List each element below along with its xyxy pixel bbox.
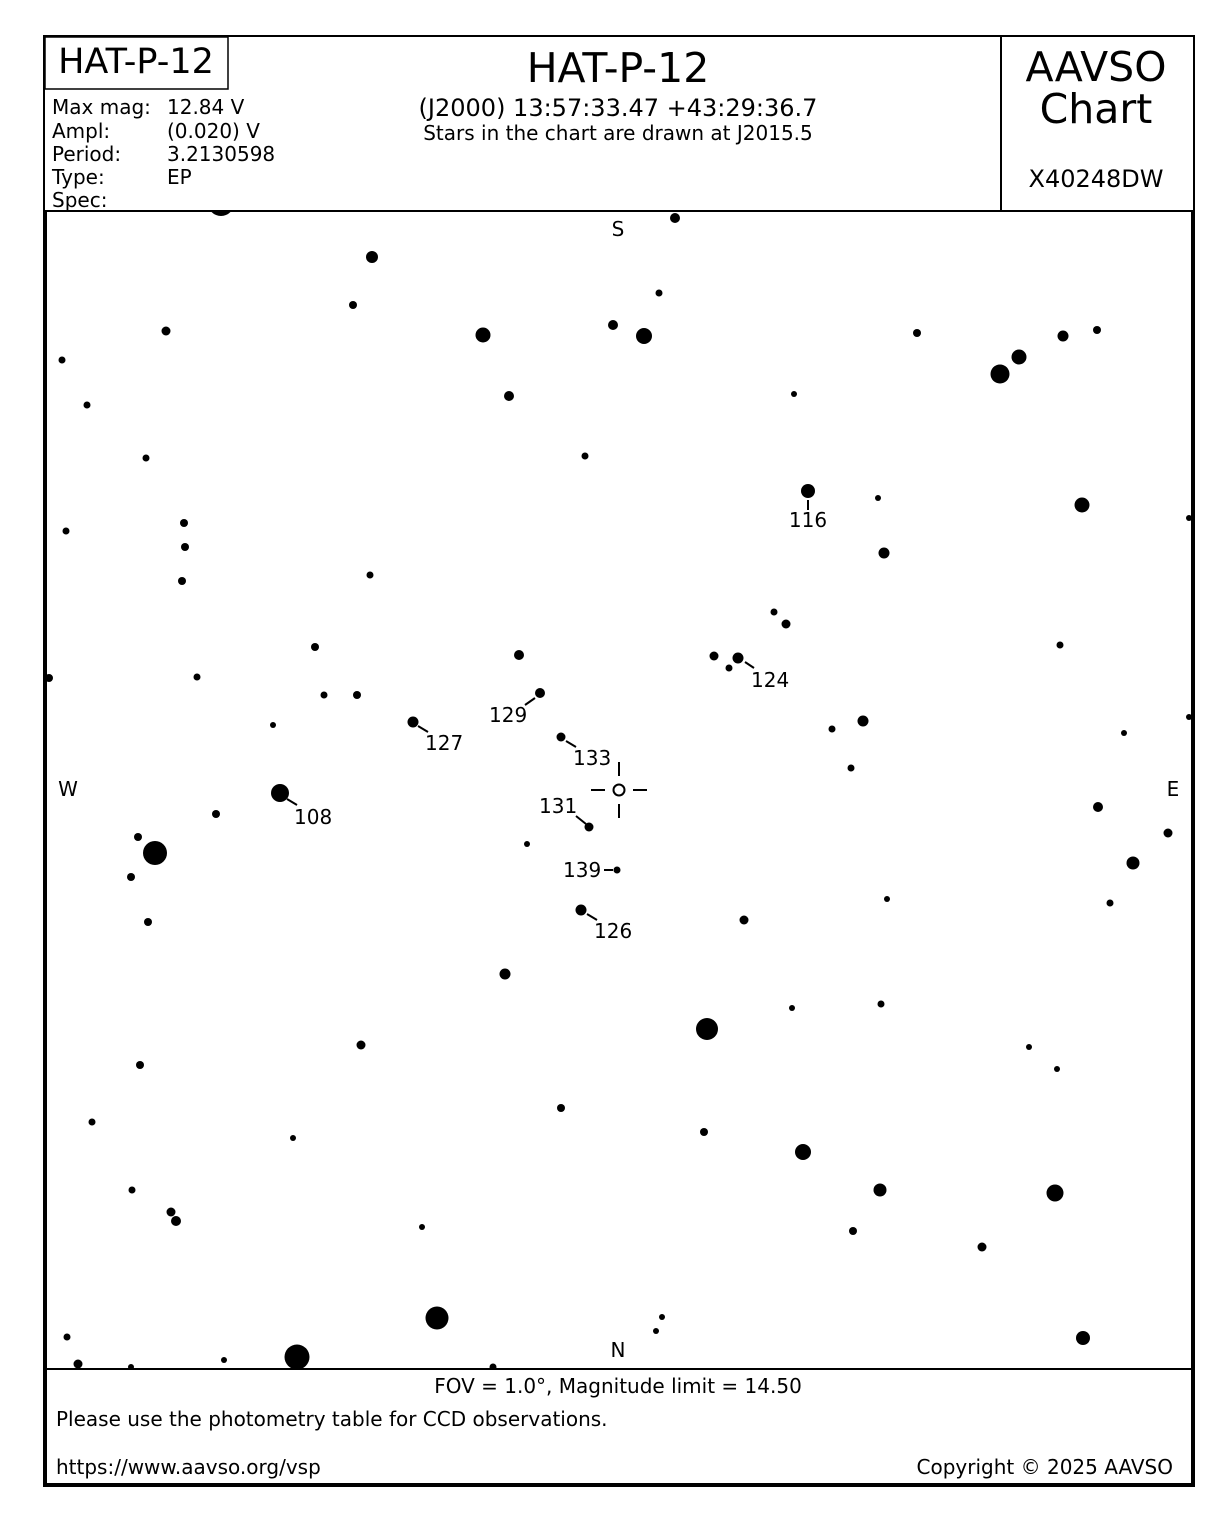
star-dot-53 [212,810,220,818]
star-dot-5 [349,301,357,309]
star-dot-74 [1026,1044,1032,1050]
star-dot-58 [524,841,530,847]
direction-north: N [610,1338,626,1362]
direction-east: E [1166,777,1180,801]
star-dot-46 [557,733,566,742]
star-dot-20 [582,453,589,460]
info-label-ampl: Ampl: [52,119,111,143]
star-dot-90 [64,1334,71,1341]
comp-label-139: 139 [563,858,602,882]
info-value-max-mag: 12.84 V [167,95,245,119]
star-dot-2 [366,251,378,263]
star-dot-77 [557,1104,565,1112]
star-dot-22 [875,495,881,501]
chart-id: X40248DW [1028,165,1164,193]
star-dot-37 [726,665,733,672]
star-dot-75 [1054,1066,1060,1072]
vsp-url[interactable]: https://www.aavso.org/vsp [56,1455,321,1479]
star-dot-23 [1075,498,1090,513]
star-dot-7 [476,328,491,343]
target-circle [614,785,625,796]
org-name: AAVSO [1025,43,1167,91]
star-dot-63 [884,896,890,902]
comp-label-133: 133 [573,746,612,770]
leader-line-131 [576,816,586,824]
star-field [45,190,1192,1371]
comp-label-124: 124 [751,668,790,692]
fov-text: FOV = 1.0°, Magnitude limit = 14.50 [434,1374,802,1398]
star-dot-80 [795,1144,811,1160]
org-chart-word: Chart [1039,85,1153,133]
star-dot-94 [74,1360,83,1369]
star-dot-50 [1186,714,1192,720]
star-dot-52 [271,784,289,802]
epoch-note: Stars in the chart are drawn at J2015.5 [423,121,813,145]
star-dot-96 [221,1357,227,1363]
star-dot-12 [504,391,514,401]
comp-label-129: 129 [489,703,528,727]
star-dot-19 [143,455,150,462]
star-dot-26 [180,519,188,527]
star-dot-83 [171,1216,181,1226]
star-dot-51 [848,765,855,772]
header [45,37,1193,212]
star-dot-21 [801,484,815,498]
star-dot-61 [127,873,135,881]
direction-west: W [58,777,78,801]
footer [45,1369,1193,1479]
star-dot-84 [874,1184,887,1197]
comp-label-116: 116 [788,508,828,532]
star-dot-8 [608,320,618,330]
info-value-period: 3.2130598 [167,142,276,166]
star-dot-76 [89,1119,96,1126]
star-dot-88 [978,1243,987,1252]
star-dot-86 [419,1224,425,1230]
star-dot-82 [167,1208,176,1217]
star-dot-47 [829,726,836,733]
star-dot-89 [426,1307,449,1330]
star-dot-33 [311,643,319,651]
star-name-box-text: HAT-P-12 [58,42,214,82]
star-dot-60 [1127,857,1140,870]
comp-label-108: 108 [294,805,333,829]
star-dot-54 [1093,802,1103,812]
star-dot-69 [696,1018,718,1040]
star-dot-29 [178,577,186,585]
star-dot-44 [408,717,419,728]
star-dot-97 [285,1345,310,1370]
star-dot-64 [1107,900,1114,907]
star-dot-16 [1012,350,1027,365]
comp-label-127: 127 [425,731,464,755]
star-dot-38 [1057,642,1064,649]
star-dot-3 [670,213,680,223]
comparison-star-labels [287,500,827,943]
star-dot-71 [878,1001,885,1008]
star-dot-81 [129,1187,136,1194]
star-dot-27 [181,543,189,551]
ccd-note: Please use the photometry table for CCD observations. [56,1407,608,1431]
star-dot-56 [134,833,142,841]
info-label-max-mag: Max mag: [52,95,151,119]
info-value-ampl: (0.020) V [167,119,260,143]
star-dot-42 [353,691,361,699]
target-marker [591,762,647,818]
star-dot-68 [500,969,511,980]
star-dot-92 [653,1328,659,1334]
star-dot-31 [771,609,778,616]
star-dot-78 [290,1135,296,1141]
star-dot-18 [1093,326,1101,334]
star-dot-67 [740,916,749,925]
info-value-type: EP [167,165,192,189]
star-dot-43 [535,688,545,698]
star-dot-9 [636,328,652,344]
star-dot-17 [1058,331,1069,342]
chart-title: HAT-P-12 [526,44,710,92]
copyright: Copyright © 2025 AAVSO [916,1455,1173,1479]
star-dot-36 [733,653,744,664]
star-dot-30 [367,572,374,579]
star-dot-49 [1121,730,1127,736]
star-dot-10 [59,357,66,364]
star-dot-93 [1076,1331,1090,1345]
star-dot-65 [576,905,587,916]
star-dot-40 [194,674,201,681]
star-dot-34 [514,650,524,660]
star-dot-28 [879,548,890,559]
chart-coordinates: (J2000) 13:57:33.47 +43:29:36.7 [418,94,818,122]
star-dot-59 [143,841,167,865]
direction-south: S [611,217,625,241]
info-label-type: Type: [52,165,105,189]
star-dot-62 [614,867,621,874]
comp-label-126: 126 [594,919,633,943]
star-dot-73 [136,1061,144,1069]
star-dot-35 [710,652,719,661]
outer-frame [45,37,1193,1485]
comp-label-131: 131 [539,794,578,818]
star-dot-66 [144,918,152,926]
star-dot-70 [789,1005,795,1011]
star-dot-41 [321,692,328,699]
star-dot-72 [357,1041,366,1050]
star-dot-25 [63,528,70,535]
star-dot-32 [782,620,791,629]
info-label-period: Period: [52,142,122,166]
star-dot-57 [1164,829,1173,838]
star-dot-91 [659,1314,665,1320]
star-dot-6 [162,327,171,336]
star-dot-11 [84,402,91,409]
star-dot-79 [700,1128,708,1136]
star-dot-87 [849,1227,857,1235]
star-dot-13 [791,391,797,397]
info-label-spec: Spec: [52,188,108,212]
star-dot-4 [656,290,663,297]
star-dot-45 [270,722,276,728]
star-dot-14 [913,329,921,337]
star-dot-85 [1047,1185,1064,1202]
star-dot-15 [991,365,1010,384]
star-dot-48 [858,716,869,727]
star-dot-24 [1186,515,1192,521]
star-dot-39 [45,674,53,682]
